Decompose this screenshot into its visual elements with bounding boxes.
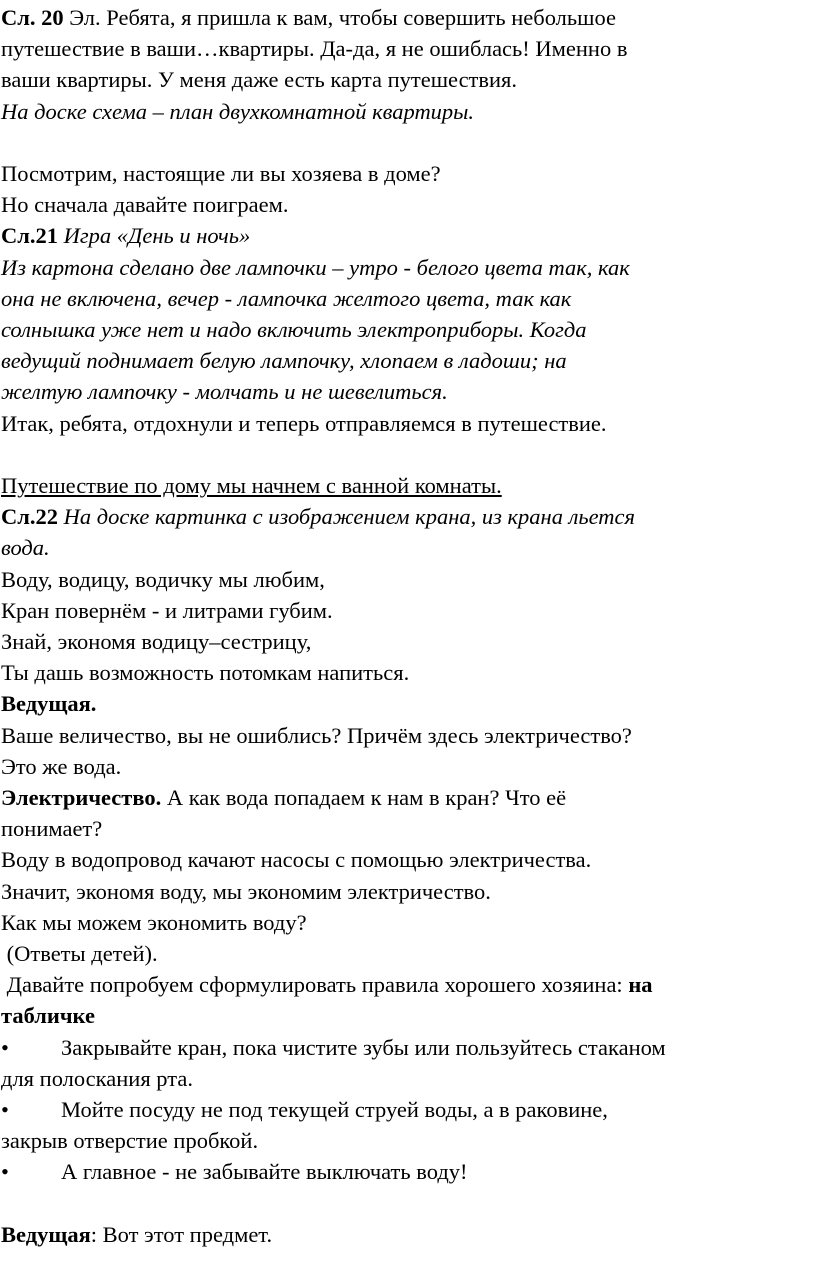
blank-line	[1, 127, 816, 158]
rule-item	[1, 1094, 816, 1125]
rule-text: А главное - не забывайте выключать воду!	[61, 1159, 468, 1185]
speaker-host: Ведущая.	[1, 691, 97, 717]
blank-line	[1, 1188, 816, 1219]
text-line: А как вода попадаем к нам в кран? Что её	[161, 785, 567, 811]
game-description	[1, 314, 816, 345]
rule-item	[1, 1156, 816, 1187]
poem-line: Знай, экономя водицу–сестрицу,	[1, 629, 312, 655]
text-line: . Ребята, я пришла к вам, чтобы совершить небольшое	[95, 5, 617, 30]
text-line: (Ответы детей).	[1, 941, 158, 967]
bold-text: табличке	[1, 1003, 95, 1029]
game-description	[1, 283, 816, 314]
text-line: ваши квартиры. У меня даже есть карта путешествия.	[1, 67, 518, 93]
stage-note-text: вода.	[1, 535, 50, 561]
stage-note	[1, 96, 816, 127]
poem-line: Воду, водицу, водичку мы любим,	[1, 566, 325, 592]
italic-line: солнышка уже нет и надо включить электроприборы. Когда	[1, 317, 587, 343]
text-line: Воду в водопровод качают насосы с помощью электричества.	[1, 847, 592, 873]
rule-text: Закрывайте кран, пока чистите зубы или пользуйтесь стаканом	[61, 1034, 666, 1060]
bullet-icon: •	[1, 1034, 9, 1060]
rule-text-cont: для полоскания рта.	[1, 1065, 193, 1091]
text-line: Это же вода.	[1, 753, 122, 779]
slide-20-line	[1, 2, 816, 33]
slide-20-label: Сл. 20	[1, 5, 64, 30]
slide-21-label: Сл.21	[1, 223, 58, 249]
game-description	[1, 376, 816, 407]
text-line: Давайте попробуем сформулировать правила хорошего хозяина:	[1, 972, 629, 998]
bold-text: на	[628, 972, 653, 998]
poem-line: Кран повернём - и литрами губим.	[1, 597, 333, 623]
section-heading: Путешествие по дому мы начнем с ванной комнаты.	[1, 473, 502, 499]
rule-item	[1, 1032, 816, 1063]
speaker-host: Ведущая	[1, 1221, 91, 1247]
text-line: Ваше величество, вы не ошиблись? Причём здесь электричество?	[1, 722, 632, 748]
stage-note-text: На доске картинка с изображением крана, из крана льется	[58, 504, 636, 530]
rule-text: Мойте посуду не под текущей струей воды, а в раковине,	[61, 1097, 608, 1123]
game-description	[1, 345, 816, 376]
rules-intro-cont	[1, 1000, 816, 1031]
slide-21-line	[1, 220, 816, 251]
text-line: Посмотрим, настоящие ли вы хозяева в доме?	[1, 161, 441, 186]
italic-line: она не включена, вечер - лампочка желтого цвета, так как	[1, 285, 572, 311]
poem-line: Ты дашь возможность потомкам напиться.	[1, 660, 410, 686]
blank-line	[1, 439, 816, 470]
text-line: путешествие в ваши…квартиры. Да-да, я не ошиблась! Именно в	[1, 36, 628, 62]
speaker-line	[1, 1219, 816, 1250]
text-line: Но сначала давайте поиграем.	[1, 192, 289, 218]
italic-line: желтую лампочку - молчать и не шевелиться.	[1, 379, 448, 405]
text-line: : Вот этот предмет.	[90, 1221, 273, 1247]
stage-note-text: На доске схема – план двухкомнатной квартиры.	[1, 98, 475, 124]
speaker-el: Эл	[69, 5, 96, 30]
text-line: понимает?	[1, 816, 103, 842]
slide-22-label: Сл.22	[1, 504, 58, 530]
text-line: Как мы можем экономить воду?	[1, 909, 307, 935]
bullet-icon: •	[1, 1097, 9, 1123]
italic-line: ведущий поднимает белую лампочку, хлопаем в ладоши; на	[1, 348, 567, 374]
speaker-line	[1, 782, 816, 813]
text-line: Итак, ребята, отдохнули и теперь отправляемся в путешествие.	[1, 410, 607, 436]
slide-22-line	[1, 501, 816, 532]
text-line: Значит, экономя воду, мы экономим электричество.	[1, 878, 491, 904]
speaker-line	[1, 688, 816, 719]
game-title: Игра «День и ночь»	[58, 223, 251, 249]
speaker-electricity: Электричество.	[1, 785, 162, 811]
bullet-icon: •	[1, 1159, 9, 1185]
stage-note	[1, 532, 816, 563]
game-description	[1, 252, 816, 283]
italic-line: Из картона сделано две лампочки – утро - белого цвета так, как	[1, 254, 630, 280]
rules-intro	[1, 969, 816, 1000]
rule-text-cont: закрыв отверстие пробкой.	[1, 1128, 259, 1154]
document-page	[1, 2, 816, 1250]
